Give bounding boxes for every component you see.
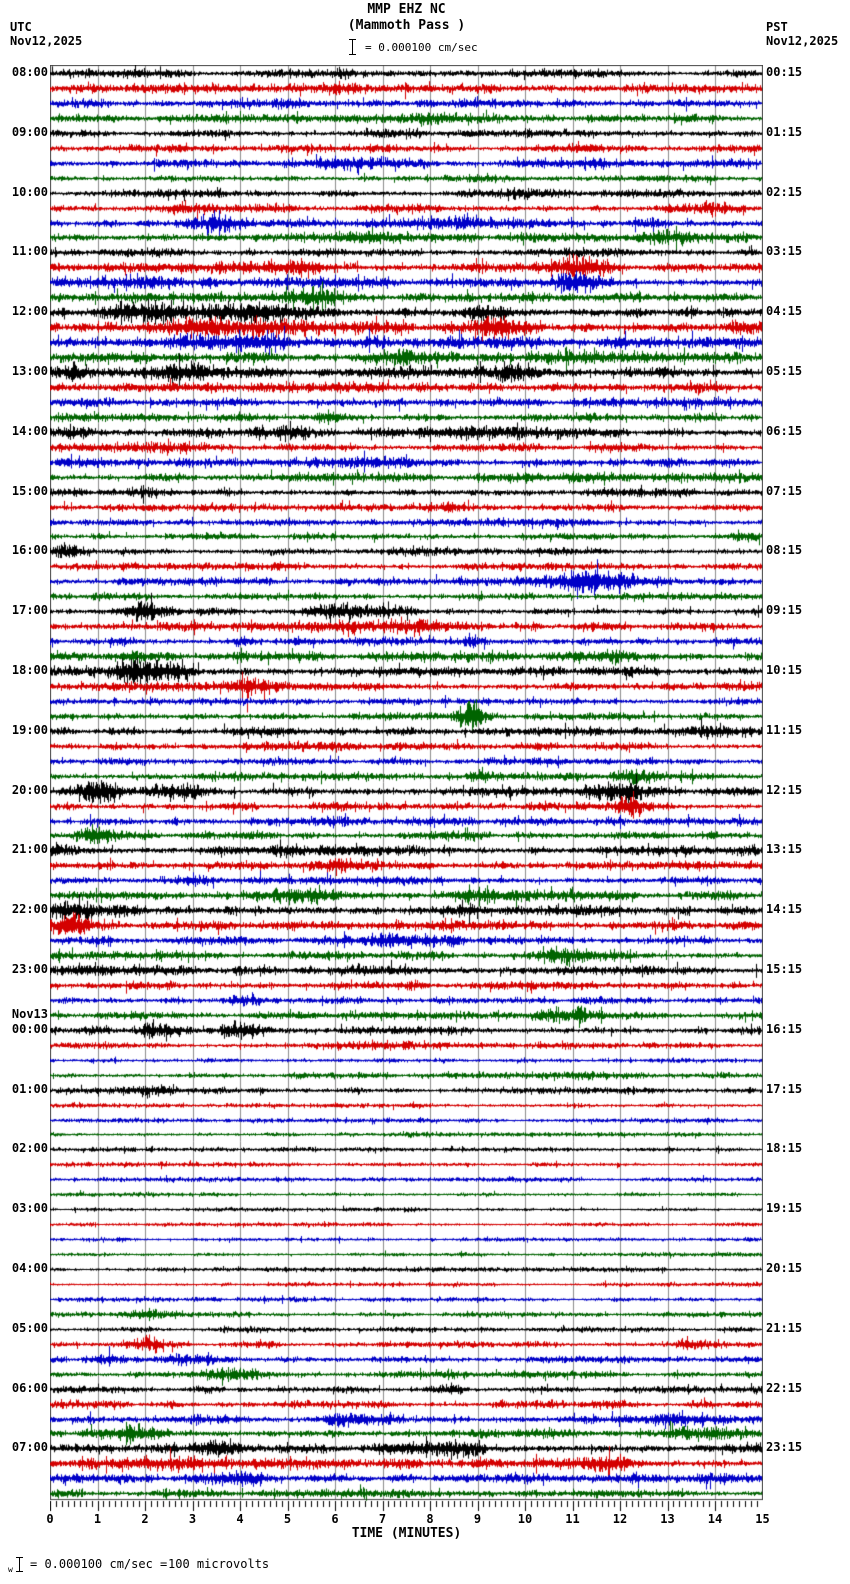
minute-tick-label: 10	[517, 1512, 533, 1526]
footer-scale-bar-icon	[16, 1557, 23, 1572]
helicorder-plot	[50, 65, 763, 1513]
utc-hour-label: 06:00	[11, 1380, 48, 1395]
minute-tick-label: 15	[755, 1512, 770, 1526]
pst-hour-label: 01:15	[766, 124, 803, 139]
pst-hour-label: 05:15	[766, 364, 803, 378]
minute-tick-label: 13	[660, 1512, 675, 1526]
pst-hour-label: 21:15	[766, 1320, 803, 1335]
utc-hour-label: 15:00	[11, 483, 48, 498]
utc-hour-label: 11:00	[11, 244, 48, 259]
date-left-label: Nov12,2025	[10, 34, 83, 48]
utc-hour-label: 19:00	[11, 722, 48, 737]
utc-hour-label: 22:00	[11, 902, 48, 917]
pst-hour-label: 16:15	[766, 1021, 803, 1036]
utc-hour-label: 10:00	[11, 184, 48, 199]
pst-hour-label: 10:15	[766, 663, 803, 677]
utc-hour-label: 20:00	[11, 782, 48, 797]
footer-prefix-glyph: w	[8, 1565, 13, 1574]
utc-hour-label: 05:00	[11, 1320, 48, 1335]
utc-hour-label: 21:00	[11, 842, 48, 857]
minute-tick-label: 5	[283, 1512, 292, 1526]
utc-hour-label: 17:00	[11, 603, 48, 618]
pst-hour-label: 14:15	[766, 902, 803, 917]
pst-hour-label: 00:15	[766, 65, 803, 79]
minute-tick-label: 3	[188, 1512, 197, 1526]
pst-hour-label: 04:15	[766, 304, 803, 319]
scale-note: = 0.000100 cm/sec	[365, 41, 478, 54]
pst-hour-label: 09:15	[766, 603, 803, 618]
utc-day-label: Nov13	[11, 1006, 48, 1021]
pst-hour-label: 03:15	[766, 244, 803, 259]
utc-hour-label: 02:00	[11, 1141, 48, 1156]
pst-hour-label: 08:15	[766, 543, 803, 558]
minute-tick-label: 9	[473, 1512, 482, 1526]
minute-tick-label: 0	[46, 1512, 54, 1526]
utc-hour-label: 13:00	[11, 364, 48, 378]
utc-hour-label: 00:00	[11, 1021, 48, 1036]
utc-hour-label: 09:00	[11, 124, 48, 139]
scale-bar-icon	[349, 39, 356, 55]
minute-tick-label: 7	[378, 1512, 387, 1526]
timezone-right-label: PST	[766, 20, 788, 34]
minute-tick-label: 1	[93, 1512, 102, 1526]
utc-hour-label: 12:00	[11, 304, 48, 319]
utc-hour-label: 04:00	[11, 1261, 48, 1275]
pst-hour-label: 11:15	[766, 722, 803, 737]
pst-hour-label: 19:15	[766, 1201, 803, 1216]
pst-hour-label: 12:15	[766, 782, 803, 797]
station-title: MMP EHZ NC	[367, 2, 446, 17]
utc-hour-label: 23:00	[11, 962, 48, 976]
minute-tick-label: 4	[236, 1512, 244, 1526]
utc-hour-label: 16:00	[11, 543, 48, 558]
minute-tick-label: 2	[141, 1512, 149, 1526]
pst-hour-label: 18:15	[766, 1141, 803, 1156]
pst-hour-label: 23:15	[766, 1440, 803, 1455]
utc-hour-label: 08:00	[11, 65, 48, 79]
pst-hour-label: 22:15	[766, 1380, 803, 1395]
pst-hour-label: 13:15	[766, 842, 803, 857]
utc-hour-label: 18:00	[11, 663, 48, 677]
pst-hour-label: 06:15	[766, 423, 803, 438]
pst-hour-label: 20:15	[766, 1261, 803, 1275]
minute-tick-label: 14	[707, 1512, 723, 1526]
station-subtitle: (Mammoth Pass )	[347, 18, 466, 33]
pst-hour-label: 17:15	[766, 1081, 803, 1096]
timezone-left-label: UTC	[10, 20, 32, 34]
date-right-label: Nov12,2025	[766, 34, 839, 48]
x-axis-title: TIME (MINUTES)	[351, 1526, 462, 1541]
utc-hour-label: 07:00	[11, 1440, 48, 1455]
pst-hour-label: 07:15	[766, 483, 803, 498]
minute-tick-label: 8	[426, 1512, 434, 1526]
utc-hour-label: 03:00	[11, 1201, 48, 1216]
footer-scale-value: 100 microvolts	[168, 1557, 270, 1571]
minute-tick-label: 12	[612, 1512, 628, 1526]
pst-hour-label: 02:15	[766, 184, 803, 199]
minute-tick-label: 11	[565, 1512, 580, 1526]
utc-hour-label: 14:00	[11, 423, 48, 438]
footer-scale-text: = 0.000100 cm/sec =	[30, 1557, 168, 1571]
minute-tick-label: 6	[331, 1512, 339, 1526]
pst-hour-label: 15:15	[766, 962, 803, 976]
utc-hour-label: 01:00	[11, 1081, 48, 1096]
